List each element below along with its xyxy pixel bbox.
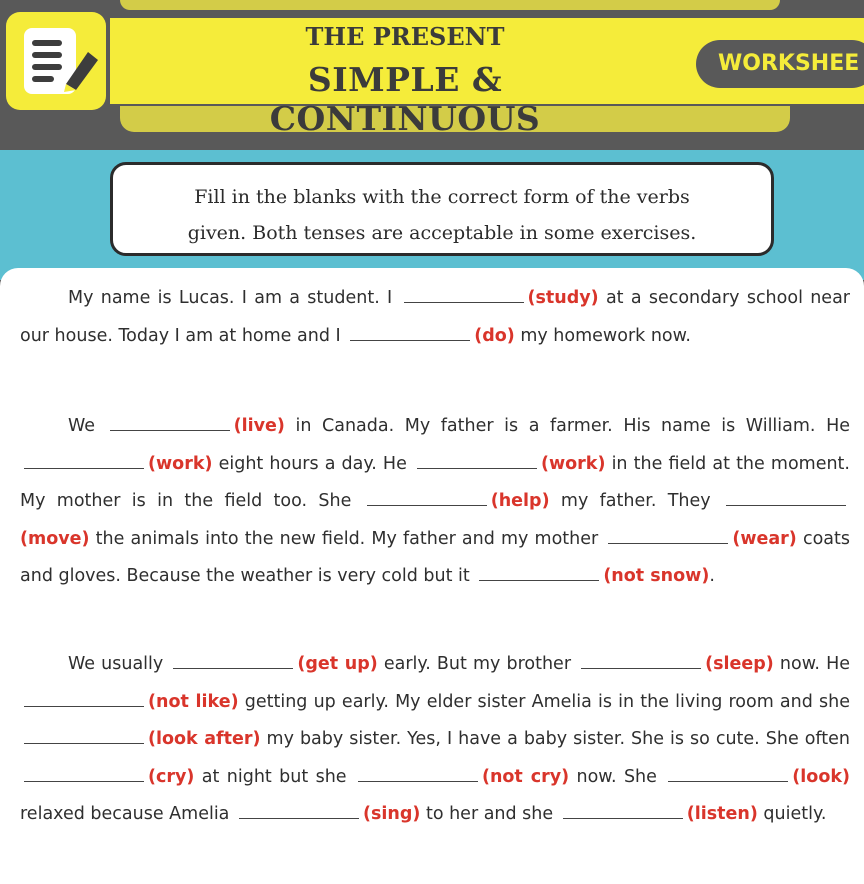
sentence-text: My name is Lucas. I am a student. I	[68, 288, 400, 308]
sentence-text: my baby sister. Yes, I have a baby sister. She is so cute. She often	[260, 729, 851, 749]
sentence-text: We usually	[68, 654, 170, 674]
sentence-text: my father. They	[549, 491, 722, 511]
verb-hint: (help)	[490, 491, 550, 511]
pencil-icon	[58, 44, 106, 92]
sentence-text: relaxed because Amelia	[20, 804, 235, 824]
sentence-text: my homework now.	[514, 325, 691, 346]
sentence-text: to her and she	[420, 804, 559, 824]
verb-hint: (do)	[474, 325, 515, 346]
sentence-text: now. He	[773, 654, 850, 674]
worksheet-badge: WORKSHEE	[696, 40, 864, 88]
sentence-text: in the field at the moment. My mother is in the field too. She	[20, 453, 850, 511]
answer-blank[interactable]	[563, 804, 683, 819]
verb-hint: (wear)	[732, 528, 797, 549]
answer-blank[interactable]	[726, 491, 846, 506]
verb-hint: (live)	[233, 416, 285, 436]
verb-hint: (look)	[792, 766, 850, 787]
exercise-card	[0, 268, 864, 884]
answer-blank[interactable]	[581, 654, 701, 669]
sentence-text: eight hours a day. He	[212, 453, 413, 474]
answer-blank[interactable]	[668, 767, 788, 782]
answer-blank[interactable]	[110, 416, 230, 431]
verb-hint: (look after)	[148, 729, 261, 749]
answer-blank[interactable]	[358, 767, 478, 782]
sentence-text: the animals into the new field. My father and my mother	[89, 528, 605, 549]
sentence-text: at a secondary school near our house. Today I am at home and I	[20, 288, 850, 346]
answer-blank[interactable]	[367, 491, 487, 506]
instructions-line-2: given. Both tenses are acceptable in some exercises.	[187, 222, 697, 244]
sentence-text: now. She	[569, 766, 665, 787]
verb-hint: (study)	[527, 288, 599, 308]
sentence-text: in Canada. My father is a farmer. His name is William. He	[284, 416, 850, 436]
verb-hint: (not cry)	[481, 766, 570, 787]
answer-blank[interactable]	[417, 454, 537, 469]
answer-blank[interactable]	[24, 767, 144, 782]
instructions-line-1: Fill in the blanks with the correct form of the verbs	[194, 186, 690, 208]
verb-hint: (get up)	[297, 654, 378, 674]
sentence-text: We	[68, 416, 106, 436]
paragraph-3	[20, 646, 850, 834]
verb-hint: (move)	[20, 528, 90, 549]
sentence-text: early. But my brother	[377, 654, 578, 674]
answer-blank[interactable]	[404, 288, 524, 303]
verb-hint: (listen)	[686, 804, 758, 824]
answer-blank[interactable]	[239, 804, 359, 819]
title-line-2: SIMPLE & CONTINUOUS	[269, 60, 541, 138]
instructions-box	[110, 162, 774, 256]
answer-blank[interactable]	[479, 566, 599, 581]
verb-hint: (cry)	[148, 766, 195, 787]
answer-blank[interactable]	[350, 326, 470, 341]
answer-blank[interactable]	[173, 654, 293, 669]
answer-blank[interactable]	[24, 692, 144, 707]
sentence-text: getting up early. My elder sister Amelia is in the living room and she	[238, 691, 850, 712]
sheet-line-icon	[32, 76, 54, 82]
paragraph-2	[20, 408, 850, 596]
answer-blank[interactable]	[24, 454, 144, 469]
verb-hint: (sleep)	[705, 654, 774, 674]
answer-blank[interactable]	[24, 729, 144, 744]
verb-hint: (work)	[540, 453, 606, 474]
answer-blank[interactable]	[608, 529, 728, 544]
sentence-text: quietly.	[757, 804, 827, 824]
verb-hint: (work)	[148, 453, 213, 474]
paragraph-1	[20, 280, 850, 355]
verb-hint: (sing)	[362, 804, 421, 824]
verb-hint: (not snow)	[603, 566, 710, 586]
sentence-text: .	[709, 566, 715, 586]
verb-hint: (not like)	[148, 691, 239, 712]
title-line-1: THE PRESENT	[305, 22, 505, 51]
sentence-text: at night but she	[194, 766, 354, 787]
header-top-strip	[120, 0, 780, 10]
sentence-text: coats and gloves. Because the weather is very cold but it	[20, 528, 850, 586]
